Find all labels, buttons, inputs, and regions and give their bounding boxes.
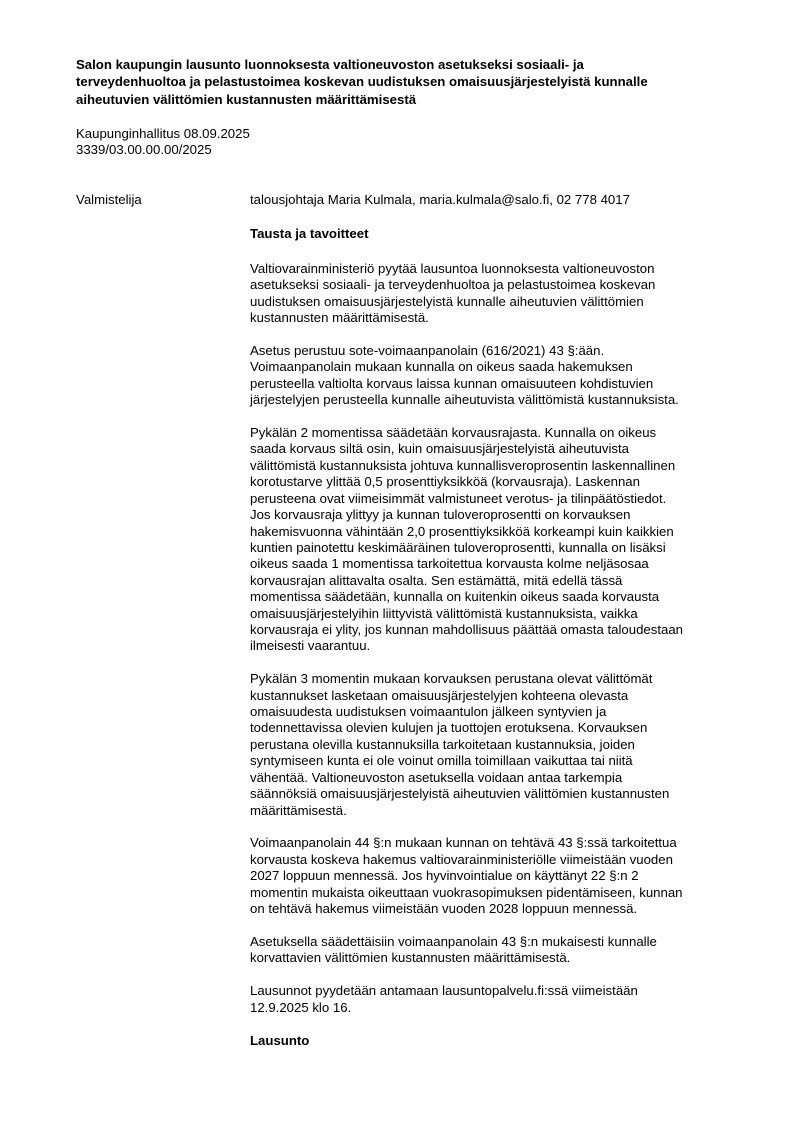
text-line: perusteena ovat viimeisimmät valmistuneet verotus- ja tilinpäätöstiedot. bbox=[250, 490, 667, 506]
text-line: Asetuksella säädettäisiin voimaanpanolain 43 §:n mukaisesti kunnalle bbox=[250, 933, 657, 949]
text-line: korvattavien välittömien kustannusten määrittämisestä. bbox=[250, 950, 571, 966]
text-line: Pykälän 3 momentin mukaan korvauksen perustana olevat välittömät bbox=[250, 671, 653, 687]
text-line: määrittämisestä. bbox=[250, 802, 347, 818]
text-line: Voimaanpanolain 44 §:n mukaan kunnan on tehtävä 43 §:ssä tarkoitettua bbox=[250, 835, 677, 851]
text-line: syntymiseen kunta ei ole voinut omilla toimillaan vaikuttaa tai niitä bbox=[250, 753, 633, 769]
paragraph bbox=[250, 671, 736, 819]
text-line: Voimaanpanolain mukaan kunnalla on oikeus saada hakemuksen bbox=[250, 359, 633, 375]
text-line: vähentää. Valtioneuvoston asetuksella voidaan antaa tarkempia bbox=[250, 769, 623, 785]
paragraph bbox=[250, 934, 736, 967]
text-line: uudistuksen omaisuusjärjestelyistä kunnalle aiheutuvien välittömien bbox=[250, 293, 644, 309]
text-line: perustana olevilla kustannuksilla tarkoitetaan kustannuksia, joiden bbox=[250, 736, 635, 752]
paragraph bbox=[250, 983, 736, 1016]
meeting-info bbox=[76, 126, 250, 159]
record-number: 3339/03.00.00.00/2025 bbox=[76, 142, 212, 158]
text-line: todennettavissa olevien kulujen ja tuottojen erotuksena. Korvauksen bbox=[250, 720, 648, 736]
text-line: hakemisvuonna vähintään 2,0 prosenttiyksikköä korkeampi kuin kaikkien bbox=[250, 523, 674, 539]
text-line: järjestelyjen perusteella kunnalle aiheutuvista välittömistä kustannuksista. bbox=[250, 392, 679, 408]
text-line: Asetus perustuu sote-voimaanpanolain (616/2021) 43 §:ään. bbox=[250, 342, 605, 358]
text-line: kuntien painotettu keskimääräinen tuloveroprosentti, kunnalla on lisäksi bbox=[250, 539, 666, 555]
text-line: 12.9.2025 klo 16. bbox=[250, 999, 352, 1015]
section-heading-statement: Lausunto bbox=[250, 1032, 310, 1048]
text-line: momentissa säädetään, kunnalla on kuitenkin oikeus saada korvausta bbox=[250, 589, 660, 605]
text-line: saada korvaus siltä osin, kuin omaisuusjärjestelyistä aiheutuvista bbox=[250, 441, 629, 457]
text-line: on tehtävä hakemus viimeistään vuoden 2028 loppuun mennessä. bbox=[250, 901, 638, 917]
meeting-date: Kaupunginhallitus 08.09.2025 bbox=[76, 126, 250, 141]
preparer-label: Valmistelija bbox=[76, 192, 142, 207]
text-line: omaisuusjärjestelyihin liittyvistä välittömistä kustannuksista, vaikka bbox=[250, 605, 638, 621]
text-line: oikeus saada 1 momentissa tarkoitettua korvausta kolme neljäsosaa bbox=[250, 556, 649, 572]
text-line: Valtiovarainministeriö pyytää lausuntoa luonnoksesta valtioneuvoston bbox=[250, 260, 655, 276]
text-line: Lausunnot pyydetään antamaan lausuntopalvelu.fi:ssä viimeistään bbox=[250, 983, 638, 999]
text-line: korvausraja ei ylity, jos kunnan mahdollisuus päättää omasta taloudestaan bbox=[250, 621, 683, 637]
preparer-info: talousjohtaja Maria Kulmala, maria.kulmala@salo.fi, 02 778 4017 bbox=[250, 192, 630, 207]
text-line: kustannusten määrittämisestä. bbox=[250, 310, 429, 326]
text-line: ilmeisesti vaarantuu. bbox=[250, 638, 371, 654]
text-line: Jos korvausraja ylittyy ja kunnan tuloveroprosentti on korvauksen bbox=[250, 507, 631, 523]
text-line: omaisuudesta uudistuksen voimaantulon jälkeen syntyvien ja bbox=[250, 704, 607, 720]
title-line: terveydenhuoltoa ja pelastustoimea koskevan uudistuksen omaisuusjärjestelyistä kunnalle bbox=[76, 74, 648, 90]
paragraph bbox=[250, 835, 736, 917]
section-heading-background: Tausta ja tavoitteet bbox=[250, 226, 369, 242]
text-line: kustannukset lasketaan omaisuusjärjestelyjen kohteena olevasta bbox=[250, 687, 629, 703]
text-line: välittömistä kustannuksista johtuva kunnallisveroprosentin laskennallinen bbox=[250, 457, 676, 473]
title-line: aiheutuvien välittömien kustannusten määrittämisestä bbox=[76, 91, 417, 107]
document-title bbox=[76, 56, 716, 108]
text-line: perusteella valtiolta korvaus laissa kunnan omaisuuteen kohdistuvien bbox=[250, 375, 654, 391]
text-line: korvausrajan alittavalta osalta. Sen estämättä, mitä edellä tässä bbox=[250, 572, 623, 588]
text-line: säännöksiä omaisuusjärjestelyistä aiheutuvien välittömien kustannusten bbox=[250, 786, 670, 802]
title-line: Salon kaupungin lausunto luonnoksesta valtioneuvoston asetukseksi sosiaali- ja bbox=[76, 57, 584, 72]
text-line: korotustarve ylittää 0,5 prosenttiyksikköä (korvausraja). Laskennan bbox=[250, 474, 640, 490]
document-body bbox=[250, 192, 736, 1067]
text-line: Pykälän 2 momentissa säädetään korvausrajasta. Kunnalla on oikeus bbox=[250, 425, 657, 441]
paragraph bbox=[250, 261, 736, 327]
text-line: korvausta koskeva hakemus valtiovarainministeriölle viimeistään vuoden bbox=[250, 851, 673, 867]
text-line: asetukseksi sosiaali- ja terveydenhuoltoa ja pelastustoimea koskevan bbox=[250, 277, 656, 293]
text-line: momentin mukaista oikeuttaan vuokrasopimuksen pidentämiseen, kunnan bbox=[250, 884, 683, 900]
paragraph bbox=[250, 425, 736, 655]
paragraph bbox=[250, 343, 736, 409]
text-line: 2027 loppuun mennessä. Jos hyvinvointialue on käyttänyt 22 §:n 2 bbox=[250, 868, 639, 884]
